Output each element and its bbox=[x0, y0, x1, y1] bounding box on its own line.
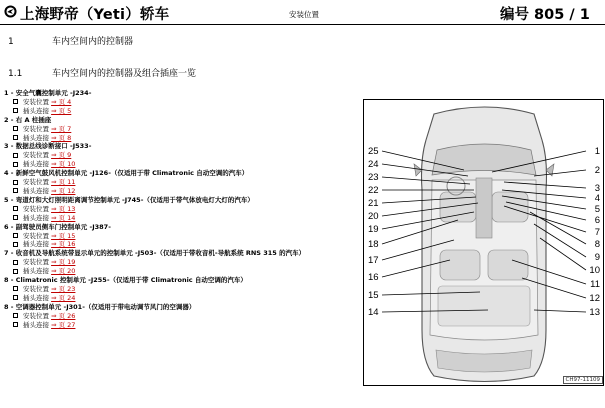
component-title: 2 - 右 A 柱插座 bbox=[4, 115, 52, 124]
callout-number: 18 bbox=[368, 239, 379, 250]
page-link[interactable]: ⇒ 页 4 bbox=[51, 97, 72, 106]
component-title: 8 - 空调器控制单元 -J301-（仅适用于带电动调节风门的空调器） bbox=[4, 302, 196, 311]
component-title: 6 - 副驾驶员侧车门控制单元 -J387- bbox=[4, 222, 111, 231]
page-link[interactable]: ⇒ 页 24 bbox=[51, 293, 76, 302]
callout-number: 25 bbox=[368, 146, 379, 157]
row-label: 安装位置 bbox=[23, 178, 49, 187]
list-item bbox=[4, 89, 356, 116]
section-name: 安装位置 bbox=[289, 10, 319, 19]
callout-number: 5 bbox=[594, 204, 600, 215]
callout-number: 11 bbox=[590, 279, 600, 290]
component-title: 7 - 收音机及导航系统带显示单元的控制单元 -J503-（仅适用于带收音机-导航系统 RNS 315 的汽车） bbox=[4, 249, 306, 258]
heading-level-2 bbox=[8, 66, 196, 79]
install-location-row bbox=[4, 98, 356, 107]
checkbox-square-icon bbox=[13, 135, 18, 140]
page-link[interactable]: ⇒ 页 11 bbox=[51, 178, 76, 187]
row-label: 安装位置 bbox=[23, 258, 49, 267]
row-label: 插头连接 bbox=[23, 240, 49, 249]
checkbox-square-icon bbox=[13, 269, 18, 274]
checkbox-square-icon bbox=[13, 108, 18, 113]
callout-number: 12 bbox=[589, 293, 600, 304]
checkbox-square-icon bbox=[13, 260, 18, 265]
callout-number: 22 bbox=[368, 185, 379, 196]
component-title: 8 - Climatronic 控制单元 -J255-（仅适用于带 Climatronic 自动空调的汽车） bbox=[4, 276, 247, 285]
callout-number: 21 bbox=[368, 198, 379, 209]
page-link[interactable]: ⇒ 页 10 bbox=[51, 160, 76, 169]
row-label: 安装位置 bbox=[23, 284, 49, 293]
list-item bbox=[4, 142, 356, 169]
callout-number: 23 bbox=[368, 172, 379, 183]
header-divider bbox=[0, 24, 605, 25]
vehicle-diagram bbox=[363, 99, 604, 386]
list-item bbox=[4, 169, 356, 196]
install-location-row bbox=[4, 178, 356, 187]
list-item bbox=[4, 276, 356, 303]
plug-connection-row bbox=[4, 267, 356, 276]
document-title: 上海野帝（Yeti）轿车 bbox=[20, 7, 170, 23]
component-list bbox=[4, 89, 356, 329]
list-item bbox=[4, 196, 356, 223]
row-label: 安装位置 bbox=[23, 97, 49, 106]
checkbox-square-icon bbox=[13, 206, 18, 211]
checkbox-square-icon bbox=[13, 188, 18, 193]
page-link[interactable]: ⇒ 页 23 bbox=[51, 284, 76, 293]
heading-level-1 bbox=[8, 34, 133, 47]
install-location-row bbox=[4, 285, 356, 294]
row-label: 安装位置 bbox=[23, 311, 49, 320]
heading-number: 1.1 bbox=[8, 69, 23, 79]
plug-connection-row bbox=[4, 294, 356, 303]
page-link[interactable]: ⇒ 页 20 bbox=[51, 267, 76, 276]
row-label: 安装位置 bbox=[23, 204, 49, 213]
component-title: 1 - 安全气囊控制单元 -J234- bbox=[4, 89, 92, 97]
checkbox-square-icon bbox=[13, 215, 18, 220]
row-label: 插头连接 bbox=[23, 293, 49, 302]
row-label: 插头连接 bbox=[23, 186, 49, 195]
list-item bbox=[4, 116, 356, 143]
page-link[interactable]: ⇒ 页 8 bbox=[51, 133, 72, 142]
row-label: 安装位置 bbox=[23, 151, 49, 160]
install-location-row bbox=[4, 312, 356, 321]
checkbox-square-icon bbox=[13, 153, 18, 158]
page-header bbox=[0, 0, 605, 26]
row-label: 插头连接 bbox=[23, 133, 49, 142]
row-label: 插头连接 bbox=[23, 213, 49, 222]
document-number: 编号 805 / 1 bbox=[500, 7, 590, 23]
row-label: 安装位置 bbox=[23, 231, 49, 240]
callout-number: 2 bbox=[594, 165, 600, 176]
row-label: 插头连接 bbox=[23, 106, 49, 115]
install-location-row bbox=[4, 258, 356, 267]
install-location-row bbox=[4, 205, 356, 214]
plug-connection-row bbox=[4, 321, 356, 330]
checkbox-square-icon bbox=[13, 180, 18, 185]
list-item bbox=[4, 223, 356, 250]
page-link[interactable]: ⇒ 页 26 bbox=[51, 311, 76, 320]
page-link[interactable]: ⇒ 页 19 bbox=[51, 258, 76, 267]
callout-number: 14 bbox=[368, 307, 379, 318]
checkbox-square-icon bbox=[13, 322, 18, 327]
callout-number: 4 bbox=[594, 193, 600, 204]
callout-number: 10 bbox=[589, 265, 600, 276]
heading-text: 车内空间内的控制器 bbox=[52, 37, 134, 47]
callout-number: 17 bbox=[368, 255, 379, 266]
callout-number: 3 bbox=[594, 183, 600, 194]
checkbox-square-icon bbox=[13, 242, 18, 247]
skoda-logo-icon bbox=[4, 5, 17, 18]
car-body bbox=[414, 107, 554, 382]
callout-number: 1 bbox=[594, 146, 600, 157]
row-label: 插头连接 bbox=[23, 160, 49, 169]
checkbox-square-icon bbox=[13, 286, 18, 291]
callout-number: 13 bbox=[589, 307, 600, 318]
page-link[interactable]: ⇒ 页 27 bbox=[51, 320, 76, 329]
callout-number: 16 bbox=[368, 272, 379, 283]
component-title: 4 - 新鲜空气鼓风机控制单元 -J126-（仅适用于带 Climatronic 自动空调的汽车） bbox=[4, 169, 249, 178]
page-link[interactable]: ⇒ 页 12 bbox=[51, 186, 76, 195]
callout-number: 19 bbox=[368, 224, 379, 235]
callout-number: 7 bbox=[594, 227, 600, 238]
figure-code: CH97-11109 bbox=[563, 376, 603, 384]
row-label: 插头连接 bbox=[23, 320, 49, 329]
plug-connection-row bbox=[4, 160, 356, 169]
checkbox-square-icon bbox=[13, 162, 18, 167]
page-link[interactable]: ⇒ 页 15 bbox=[51, 231, 76, 240]
install-location-row bbox=[4, 125, 356, 134]
page-link[interactable]: ⇒ 页 13 bbox=[51, 204, 76, 213]
page-link[interactable]: ⇒ 页 7 bbox=[51, 124, 72, 133]
page-link[interactable]: ⇒ 页 9 bbox=[51, 151, 72, 160]
checkbox-square-icon bbox=[13, 313, 18, 318]
checkbox-square-icon bbox=[13, 295, 18, 300]
component-title: 3 - 数据总线诊断接口 -J533- bbox=[4, 142, 92, 151]
component-title: 5 - 弯道灯和大灯照明距离调节控制单元 -J745-（仅适用于带气体放电灯大灯的汽车） bbox=[4, 195, 254, 204]
checkbox-square-icon bbox=[13, 233, 18, 238]
heading-number: 1 bbox=[8, 37, 14, 47]
list-item bbox=[4, 249, 356, 276]
page-link[interactable]: ⇒ 页 5 bbox=[51, 106, 72, 115]
plug-connection-row bbox=[4, 214, 356, 223]
page-link[interactable]: ⇒ 页 14 bbox=[51, 213, 76, 222]
callout-number: 15 bbox=[368, 290, 379, 301]
car-top-view-illustration bbox=[364, 100, 604, 386]
row-label: 安装位置 bbox=[23, 124, 49, 133]
list-item bbox=[4, 303, 356, 330]
checkbox-square-icon bbox=[13, 99, 18, 104]
heading-text: 车内空间内的控制器及组合插座一览 bbox=[52, 69, 197, 79]
plug-connection-row bbox=[4, 187, 356, 196]
plug-connection-row bbox=[4, 107, 356, 116]
callout-number: 20 bbox=[368, 211, 379, 222]
install-location-row bbox=[4, 151, 356, 160]
callout-number: 9 bbox=[594, 252, 600, 263]
row-label: 插头连接 bbox=[23, 267, 49, 276]
callout-number: 24 bbox=[368, 159, 379, 170]
callout-number: 6 bbox=[594, 215, 600, 226]
callout-number: 8 bbox=[594, 239, 600, 250]
plug-connection-row bbox=[4, 240, 356, 249]
page-link[interactable]: ⇒ 页 16 bbox=[51, 240, 76, 249]
checkbox-square-icon bbox=[13, 126, 18, 131]
